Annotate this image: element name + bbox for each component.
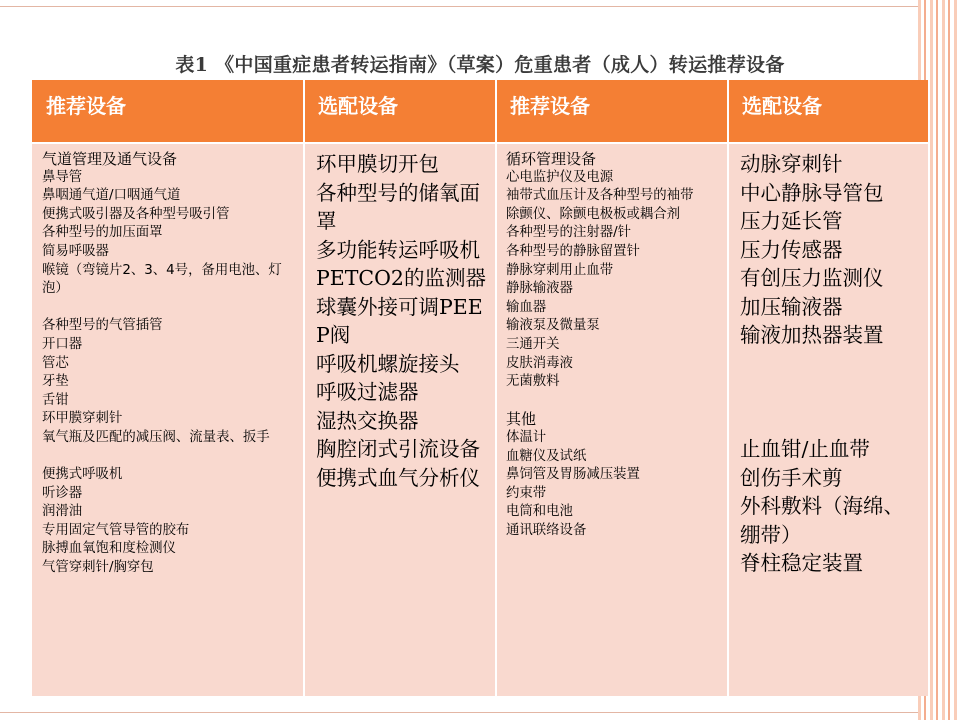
list-item: 静脉穿刺用止血带 [506,262,614,278]
list-item: 压力传感器 [740,237,843,262]
list-item: 环甲膜切开包 [316,152,439,176]
list-item: 压力延长管 [740,209,843,233]
list-item: 氧气瓶及匹配的减压阀、流量表、扳手 [42,429,270,445]
list-item: 管芯 [42,355,69,371]
list-item: 输血器 [506,299,547,315]
list-item: 约束带 [506,485,547,501]
list-item: 鼻导管 [42,169,83,185]
list-item: 心电监护仪及电源 [506,169,614,185]
header-recommended-1: 推荐设备 [32,80,304,142]
header-divider [32,142,928,144]
bottom-divider [0,712,918,713]
list-item: 输液泵及微量泵 [506,318,600,334]
list-item: 脊柱稳定装置 [740,551,863,575]
cell-circulation-optional [740,150,924,578]
list-item: 皮肤消毒液 [506,355,573,371]
equipment-table [32,80,928,696]
other-heading: 其他 [506,410,537,429]
list-item: 止血钳/止血带 [740,437,870,461]
header-optional-2: 选配设备 [728,80,928,142]
list-item: 便携式吸引器及各种型号吸引管 [42,206,230,222]
list-item: 血糖仪及试纸 [506,448,587,464]
list-item: 通讯联络设备 [506,522,587,538]
list-item: 无菌敷料 [506,374,560,390]
list-item: 外科敷料（海绵、绷带） [740,494,904,547]
header-optional-1: 选配设备 [304,80,496,142]
list-item: 胸腔闭式引流设备 [316,437,480,461]
list-item: 输液加热器装置 [740,323,884,347]
list-item: 电筒和电池 [506,504,573,520]
list-item: 除颤仪、除颤电极板或耦合剂 [506,206,681,222]
column-divider [495,80,497,696]
list-item: 湿热交换器 [316,408,419,433]
top-divider [0,6,918,7]
list-item: 静脉输液器 [506,281,573,297]
list-item: 润滑油 [42,504,83,520]
list-item: 舌钳 [42,392,69,408]
list-item: 呼吸机螺旋接头 [316,351,460,376]
spacer [740,350,924,379]
list-item: 球囊外接可调PEEP阀 [316,294,483,347]
list-item: 各种型号的气管插管 [42,318,163,334]
list-item: 便携式血气分析仪 [316,465,480,490]
spacer [740,407,924,436]
circulation-heading: 循环管理设备 [506,150,597,168]
spacer [42,299,298,318]
list-item: 各种型号的加压面罩 [42,225,163,241]
spacer [740,378,924,407]
column-divider [303,80,305,696]
list-item: 各种型号的静脉留置针 [506,243,640,259]
cell-airway-recommended [42,150,298,578]
list-item: 简易呼吸器 [42,243,109,259]
list-item: 中心静脉导管包 [740,180,884,205]
list-item: 开口器 [42,336,83,352]
airway-heading: 气道管理及通气设备 [42,150,178,168]
list-item: 袖带式血压计及各种型号的袖带 [506,188,694,204]
list-item: 牙垫 [42,374,69,390]
list-item: 动脉穿刺针 [740,152,843,176]
list-item: 各种型号的注射器/针 [506,225,632,241]
list-item: 气管穿刺针/胸穿包 [42,560,154,576]
list-item: 有创压力监测仪 [740,266,884,290]
list-item: 听诊器 [42,485,83,501]
list-item: 鼻饲管及胃肠减压装置 [506,467,640,483]
cell-circulation-recommended [506,150,720,540]
list-item: 脉搏血氧饱和度检测仪 [42,541,176,557]
column-divider [727,80,729,696]
list-item: 创伤手术剪 [740,465,843,490]
list-item: 专用固定气管导管的胶布 [42,522,190,538]
list-item: 喉镜（弯镜片2、3、4号，备用电池、灯泡） [42,262,282,297]
list-item: 鼻咽通气道/口咽通气道 [42,188,181,204]
page-title: 表1 《中国重症患者转运指南》（草案）危重患者（成人）转运推荐设备 [175,54,785,76]
list-item: 体温计 [506,429,547,445]
cell-airway-optional [316,150,488,492]
list-item: PETCO2的监测器 [316,266,486,290]
spacer [506,392,720,411]
list-item: 多功能转运呼吸机 [316,237,480,262]
list-item: 便携式呼吸机 [42,467,123,483]
spacer [42,448,298,467]
list-item: 三通开关 [506,336,560,352]
header-recommended-2: 推荐设备 [496,80,728,142]
list-item: 各种型号的储氧面罩 [316,180,480,233]
list-item: 呼吸过滤器 [316,380,419,404]
list-item: 加压输液器 [740,294,843,319]
list-item: 环甲膜穿刺针 [42,411,123,427]
